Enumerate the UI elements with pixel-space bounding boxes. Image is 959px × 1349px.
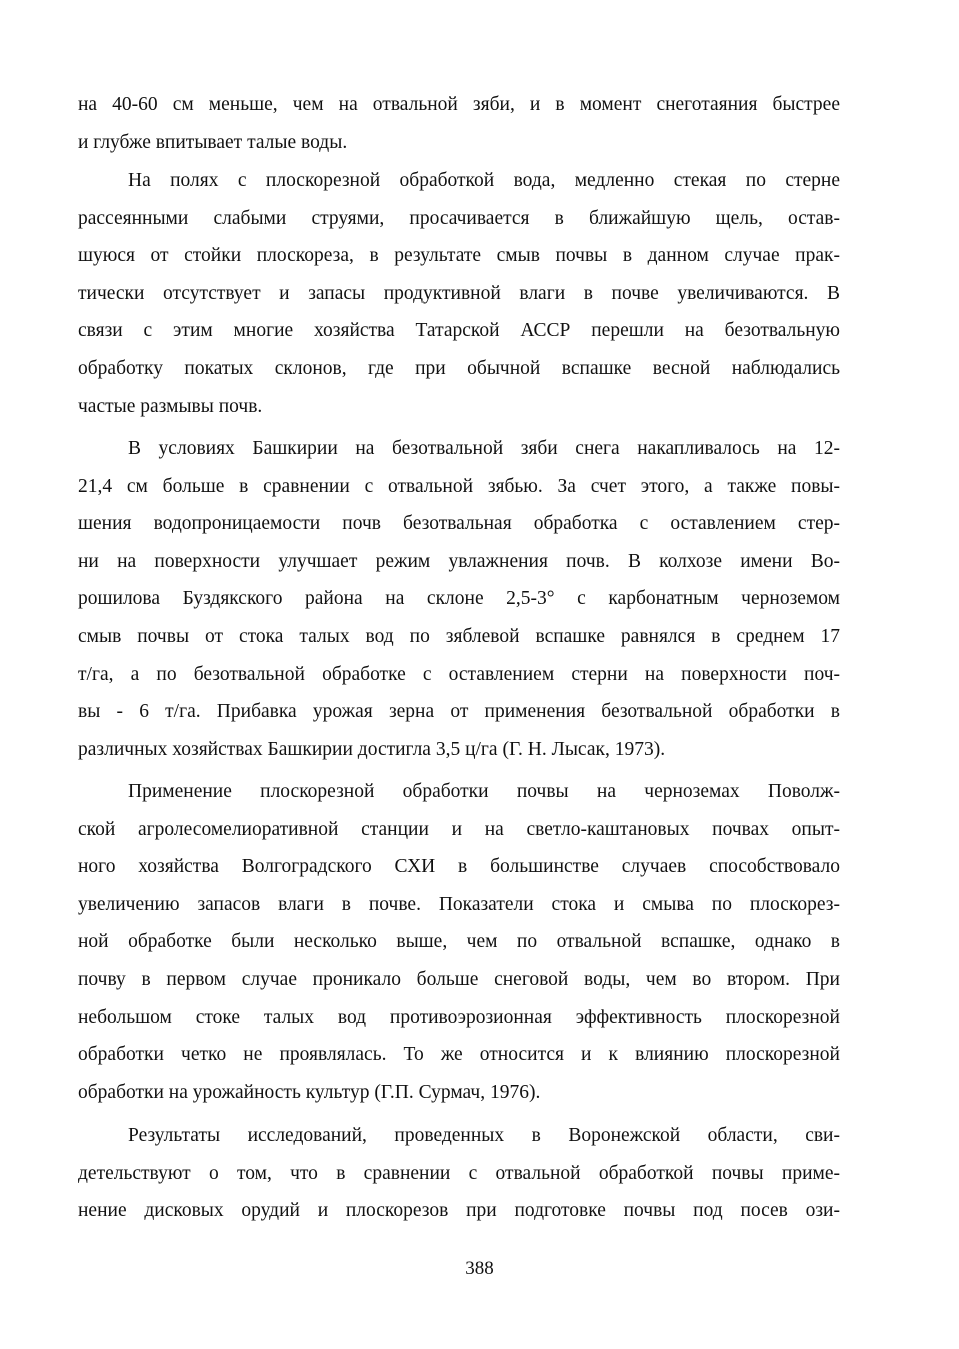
- text-line: ской агролесомелиоративной станции и на светло-каштановых почвах опыт-: [78, 818, 840, 840]
- paragraph-1: [78, 86, 840, 161]
- text-line: и глубже впитывает талые воды.: [78, 131, 348, 153]
- text-line: обработку покатых склонов, где при обычной вспашке весной наблюдались: [78, 357, 840, 379]
- text-line: детельствуют о том, что в сравнении с отвальной обработкой почвы приме-: [78, 1162, 840, 1184]
- text-line: смыв почвы от стока талых вод по зяблевой вспашке равнялся в среднем 17: [78, 625, 840, 647]
- text-line: тически отсутствует и запасы продуктивной влаги в почве увеличиваются. В: [78, 282, 840, 304]
- text-line: обработки четко не проявлялась. То же относится и к влиянию плоскорезной: [78, 1044, 840, 1066]
- text-line: В условиях Башкирии на безотвальной зяби снега накапливалось на 12-: [128, 438, 840, 459]
- text-line: ни на поверхности улучшает режим увлажнения почв. В колхозе имени Во-: [78, 550, 840, 572]
- text-line: рошилова Буздякского района на склоне 2,5-3° с карбонатным черноземом: [78, 588, 840, 610]
- text-line: нение дисковых орудий и плоскорезов при подготовке почвы под посев ози-: [78, 1200, 840, 1222]
- text-line: Результаты исследований, проведенных в Воронежской области, сви-: [128, 1125, 840, 1146]
- text-line: рассеянными слабыми струями, просачивается в ближайшую щель, остав-: [78, 207, 840, 229]
- text-line: ного хозяйства Волгоградского СХИ в большинстве случаев способствовало: [78, 856, 840, 878]
- paragraph-3: [78, 430, 840, 768]
- text-line: шения водопроницаемости почв безотвальная обработка с оставлением стер-: [78, 513, 840, 535]
- text-line: на 40-60 см меньше, чем на отвальной зяби, и в момент снеготаяния быстрее: [78, 94, 840, 115]
- text-line: Применение плоскорезной обработки почвы на черноземах Поволж-: [128, 781, 840, 802]
- page-number: 388: [465, 1258, 494, 1279]
- text-line: На полях с плоскорезной обработкой вода, медленно стекая по стерне: [128, 170, 840, 191]
- paragraph-5: [78, 1117, 840, 1230]
- paragraph-4: [78, 773, 840, 1111]
- text-line: различных хозяйствах Башкирии достигла 3,5 ц/га (Г. Н. Лысак, 1973).: [78, 738, 666, 760]
- text-line: 21,4 см больше в сравнении с отвальной зябью. За счет этого, а также повы-: [78, 475, 840, 497]
- text-line: вы - 6 т/га. Прибавка урожая зерна от применения безотвальной обработки в: [78, 701, 840, 723]
- text-line: почву в первом случае проникало больше снеговой воды, чем во втором. При: [78, 968, 840, 990]
- text-line: связи с этим многие хозяйства Татарской АССР перешли на безотвальную: [78, 320, 840, 342]
- text-line: ной обработке были несколько выше, чем по отвальной вспашке, однако в: [78, 931, 840, 953]
- text-line: частые размывы почв.: [78, 395, 263, 417]
- text-line: шуюся от стойки плоскореза, в результате смыв почвы в данном случае прак-: [78, 245, 840, 267]
- text-line: увеличению запасов влаги в почве. Показатели стока и смыва по плоскорез-: [78, 893, 840, 915]
- text-line: небольшом стоке талых вод противоэрозионная эффективность плоскорезной: [78, 1006, 840, 1028]
- paragraph-2: [78, 162, 840, 425]
- text-line: т/га, а по безотвальной обработке с оставлением стерни на поверхности поч-: [78, 663, 840, 685]
- text-line: обработки на урожайность культур (Г.П. Сурмач, 1976).: [78, 1081, 541, 1103]
